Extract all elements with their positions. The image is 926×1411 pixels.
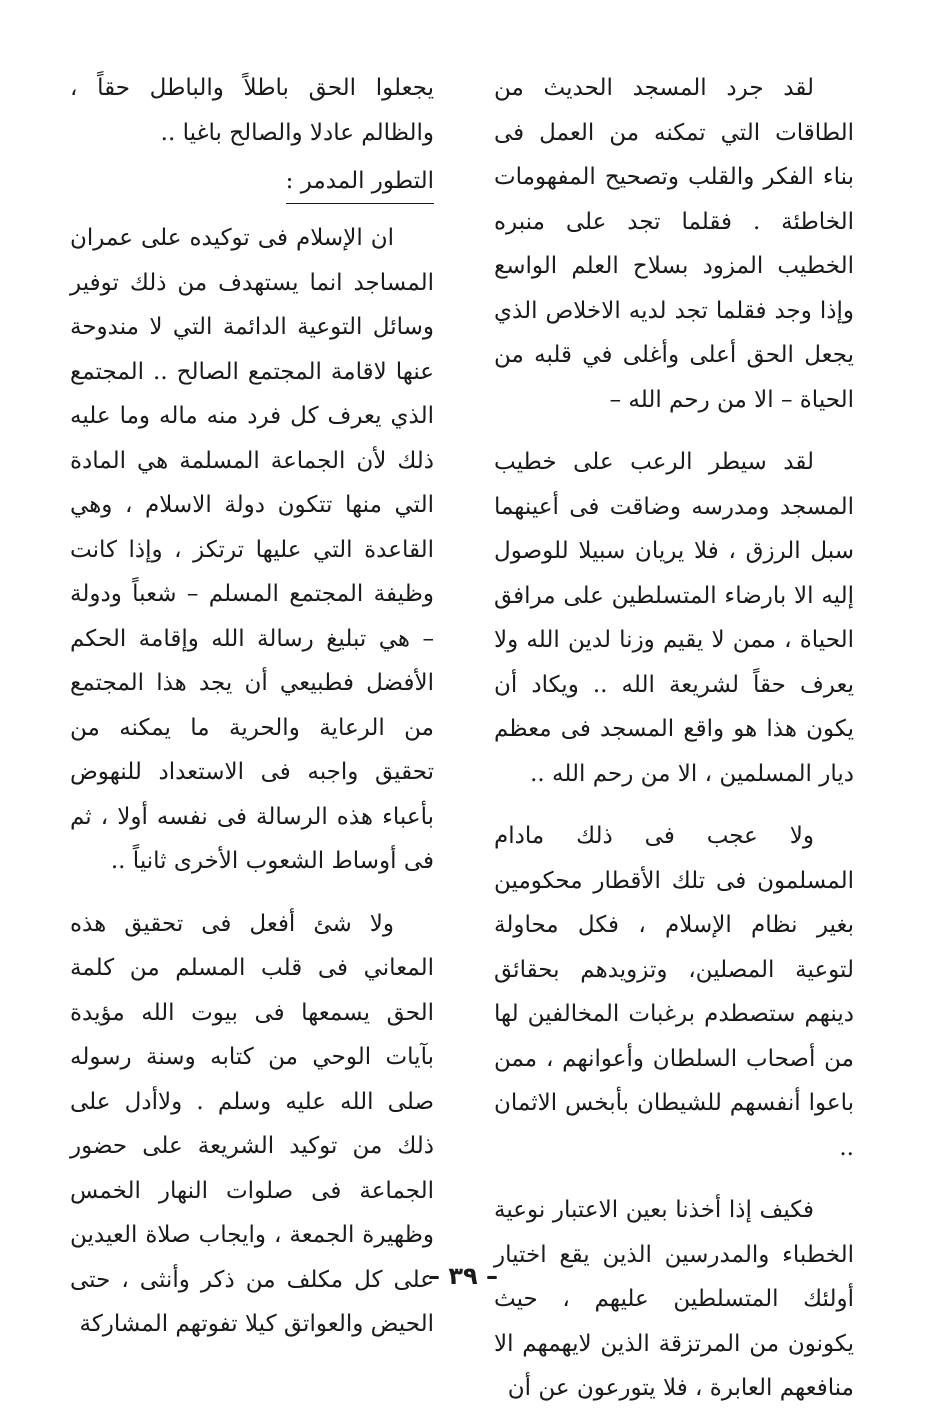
page-number: – ٣٩ – bbox=[427, 1262, 498, 1290]
paragraph: يجعلوا الحق باطلاً والباطل حقاً ، والظالم عادلا والصالح باغيا .. bbox=[70, 75, 434, 146]
right-column bbox=[494, 66, 854, 1411]
paragraph: ولا عجب فى ذلك مادام المسلمون فى تلك الأقطار محكومين بغير نظام الإسلام ، فكل محاولة لتوعية المصلين، وتزويدهم بحقائق دينهم ستصطدم برغبات المخالفين لها من أصحاب السلطان وأعوانهم ، ممن باعوا أنفسهم للشيطان بأبخس الاثمان .. bbox=[494, 823, 854, 1161]
paragraph: لقد سيطر الرعب على خطيب المسجد ومدرسه وضاقت فى أعينهما سبل الرزق ، فلا يريان سبيلا للوصول إليه الا بارضاء المتسلطين على مرافق الحياة ، ممن لا يقيم وزنا لدين الله ولا يعرف حقاً لشريعة الله .. ويكاد أن يكون هذا هو واقع المسجد فى معظم ديار المسلمين ، الا من رحم الله .. bbox=[494, 449, 854, 787]
paragraph: فكيف إذا أخذنا بعين الاعتبار نوعية الخطباء والمدرسين الذين يقع اختيار أولئك المتسلطين عليهم ، حيث يكونون من المرتزقة الذين لايهمهم الا منافعهم العابرة ، فلا يتورعون عن أن bbox=[494, 1197, 854, 1401]
section-heading: التطور المدمر : bbox=[286, 161, 434, 204]
left-column bbox=[70, 66, 434, 1347]
paragraph: ولا شئ أفعل فى تحقيق هذه المعاني فى قلب المسلم من كلمة الحق يسمعها فى بيوت الله مؤيدة بآيات الوحي من كتابه وسنة رسوله صلى الله عليه وسلم . ولاأدل على ذلك من توكيد الشريعة على حضور الجماعة فى صلوات النهار الخمس وظهيرة الجمعة ، وايجاب صلاة العيدين على كل مكلف من ذكر وأنثى ، حتى الحيض والعواتق كيلا تفوتهم المشاركة bbox=[70, 910, 434, 1337]
paragraph: لقد جرد المسجد الحديث من الطاقات التي تمكنه من العمل فى بناء الفكر والقلب وتصحيح المفهومات الخاطئة . فقلما تجد على منبره الخطيب المزود بسلاح العلم الواسع وإذا وجد فقلما تجد لديه الاخلاص الذي يجعل الحق أعلى وأغلى في قلبه من الحياة – الا من رحم الله – bbox=[494, 75, 854, 413]
paragraph: ان الإسلام فى توكيده على عمران المساجد انما يستهدف من ذلك توفير وسائل التوعية الدائمة التي لا مندوحة عنها لاقامة المجتمع الصالح .. المجتمع الذي يعرف كل فرد منه ماله وما عليه ذلك لأن الجماعة المسلمة هي المادة التي منها تتكون دولة الاسلام ، وهي القاعدة التي عليها ترتكز ، وإذا كانت وظيفة المجتمع المسلم – شعباً ودولة – هي تبليغ رسالة الله وإقامة الحكم الأفضل فطبيعي أن يجد هذا المجتمع من الرعاية والحرية ما يمكنه من تحقيق واجبه فى الاستعداد للنهوض بأعباء هذه الرسالة فى نفسه أولا ، ثم فى أوساط الشعوب الأخرى ثانياً .. bbox=[70, 225, 434, 874]
section-heading-wrap bbox=[70, 155, 434, 216]
